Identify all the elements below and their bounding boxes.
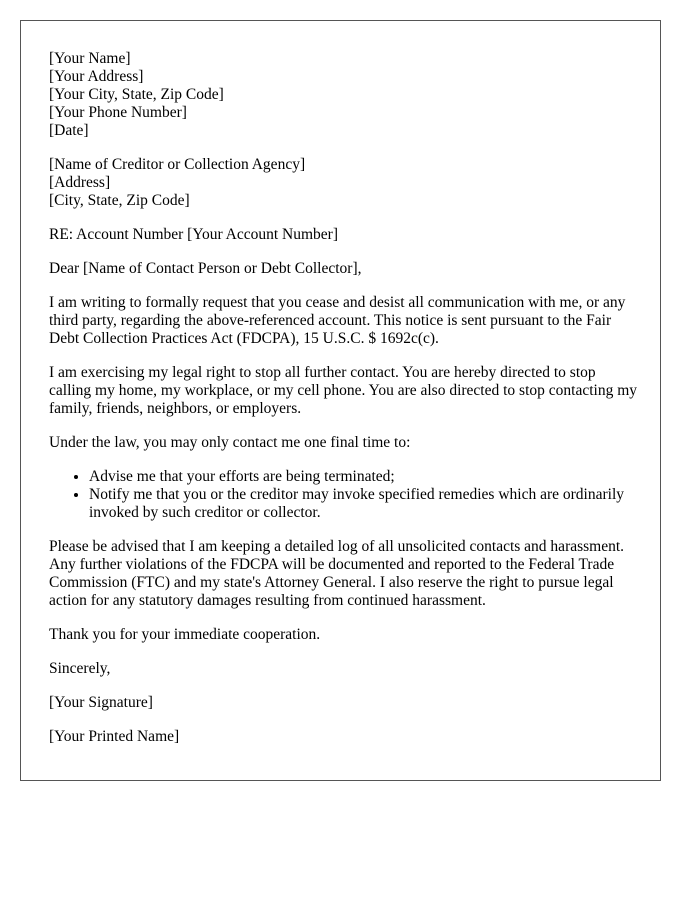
sign-off: Sincerely,	[49, 660, 111, 677]
letter-document	[20, 20, 661, 781]
recipient-block	[49, 156, 640, 210]
recipient-address: [Address]	[49, 174, 111, 191]
sender-address: [Your Address]	[49, 68, 144, 85]
sender-date: [Date]	[49, 122, 89, 139]
sender-block	[49, 50, 640, 140]
recipient-city: [City, State, Zip Code]	[49, 192, 190, 209]
body-paragraph: I am exercising my legal right to stop all further contact. You are hereby directed to stop calling my home, my workplace, or my cell phone. You are also directed to stop contacting my family, friends, neighbors, or employers.	[49, 364, 638, 417]
recipient-name: [Name of Creditor or Collection Agency]	[49, 156, 306, 173]
body-paragraph: Please be advised that I am keeping a detailed log of all unsolicited contacts and harassment. Any further violations of the FDCPA will be documented and reported to the Federal Trade Commission (FTC) and my state's Attorney General. I also reserve the right to pursue legal action for any statutory damages resulting from continued harassment.	[49, 538, 625, 609]
sender-name: [Your Name]	[49, 50, 131, 67]
body-paragraph: Under the law, you may only contact me one final time to:	[49, 434, 411, 451]
salutation: Dear [Name of Contact Person or Debt Collector],	[49, 260, 362, 277]
bullet-list	[49, 468, 640, 522]
bullet-item: • Notify me that you or the creditor may invoke specified remedies which are ordinarily invoked by such creditor or collector.	[89, 486, 640, 522]
body-paragraph: I am writing to formally request that you cease and desist all communication with me, or any third party, regarding the above-referenced account. This notice is sent pursuant to the Fair Debt Collection Practices Act (FDCPA), 15 U.S.C. $ 1692c(c).	[49, 294, 626, 347]
printed-name: [Your Printed Name]	[49, 728, 180, 745]
re-line: RE: Account Number [Your Account Number]	[49, 226, 339, 243]
bullet-item: • Advise me that your efforts are being terminated;	[89, 468, 640, 486]
body-paragraph: Thank you for your immediate cooperation.	[49, 626, 321, 643]
sender-city: [Your City, State, Zip Code]	[49, 86, 224, 103]
sender-phone: [Your Phone Number]	[49, 104, 187, 121]
signature: [Your Signature]	[49, 694, 153, 711]
